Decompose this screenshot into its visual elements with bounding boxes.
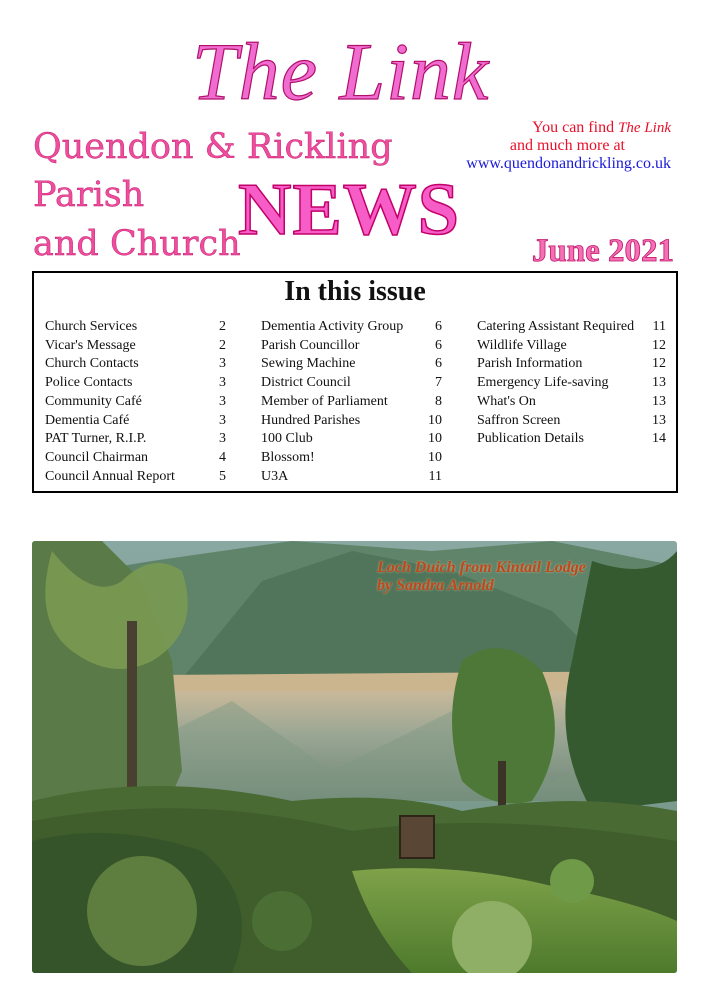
contents-item <box>45 355 226 374</box>
contents-item-title: Council Chairman <box>45 449 149 465</box>
contents-item-page: 6 <box>435 337 442 353</box>
cover-photo-image <box>32 541 677 973</box>
promo-prefix: You can find <box>532 119 615 136</box>
promo-line-2: and much more at <box>509 137 625 154</box>
contents-item-title: Hundred Parishes <box>261 412 361 428</box>
contents-item-page: 3 <box>219 375 226 391</box>
contents-item <box>261 468 442 487</box>
contents-item <box>261 412 442 431</box>
contents-item <box>477 355 666 374</box>
contents-item-page: 12 <box>652 337 666 353</box>
contents-column-1 <box>45 318 226 486</box>
contents-item-title: Community Café <box>45 393 142 409</box>
subtitle-line-2: Parish <box>33 175 145 215</box>
contents-item-title: Dementia Café <box>45 412 130 428</box>
contents-item <box>45 449 226 468</box>
contents-item-page: 10 <box>428 412 442 428</box>
contents-item-title: Wildlife Village <box>477 337 567 353</box>
contents-item-page: 12 <box>652 356 666 372</box>
contents-item <box>477 318 666 337</box>
contents-item <box>477 337 666 356</box>
contents-item-title: Sewing Machine <box>261 356 356 372</box>
photo-caption <box>377 559 586 595</box>
contents-box <box>32 271 678 493</box>
contents-item-title: Member of Parliament <box>261 393 388 409</box>
contents-item-page: 3 <box>219 431 226 447</box>
contents-item <box>261 393 442 412</box>
photo-caption-line-2: by Sandra Arnold <box>377 577 494 594</box>
contents-item <box>45 374 226 393</box>
contents-item-page: 6 <box>435 356 442 372</box>
contents-item <box>45 468 226 487</box>
contents-item-title: Parish Councillor <box>261 337 360 353</box>
contents-item-page: 11 <box>652 319 666 334</box>
contents-item-title: Church Contacts <box>45 356 139 372</box>
contents-item-title: Police Contacts <box>45 375 133 391</box>
contents-item-title: Vicar's Message <box>45 337 136 353</box>
contents-item <box>477 412 666 431</box>
contents-item <box>261 430 442 449</box>
contents-item-page: 11 <box>428 468 442 484</box>
contents-heading: In this issue <box>284 276 426 307</box>
contents-item <box>45 430 226 449</box>
contents-item-page: 3 <box>219 412 226 428</box>
promo-brand: The Link <box>618 120 671 136</box>
contents-item-page: 13 <box>652 375 666 391</box>
contents-item-title: Blossom! <box>261 449 315 465</box>
contents-item-title: PAT Turner, R.I.P. <box>45 431 147 447</box>
contents-item-title: What's On <box>477 393 536 409</box>
contents-item-page: 3 <box>219 356 226 372</box>
subtitle-line-3: and Church <box>33 224 241 264</box>
contents-item-page: 3 <box>219 393 226 409</box>
contents-item-page: 4 <box>219 449 226 465</box>
contents-item <box>261 318 442 337</box>
contents-item-page: 14 <box>652 431 666 447</box>
contents-item-page: 7 <box>435 375 442 391</box>
news-heading: NEWS <box>238 169 460 251</box>
contents-item <box>477 430 666 449</box>
contents-item <box>45 337 226 356</box>
contents-item-title: U3A <box>261 468 289 484</box>
contents-item-title: 100 Club <box>261 431 313 447</box>
contents-item-page: 13 <box>652 412 666 428</box>
contents-item-title: District Council <box>261 375 351 391</box>
contents-item-title: Publication Details <box>477 431 584 447</box>
contents-item-title: Emergency Life-saving <box>477 375 609 391</box>
contents-column-2 <box>261 318 442 486</box>
contents-item <box>261 355 442 374</box>
contents-item-page: 10 <box>428 449 442 465</box>
contents-column-3 <box>477 318 666 449</box>
contents-item <box>45 318 226 337</box>
promo-line-1 <box>466 119 671 137</box>
contents-item-page: 2 <box>219 319 226 334</box>
website-link[interactable]: www.quendonandrickling.co.uk <box>466 155 671 172</box>
contents-item <box>477 393 666 412</box>
contents-item-page: 5 <box>219 468 226 484</box>
issue-date: June 2021 <box>531 233 674 269</box>
subtitle-line-1: Quendon & Rickling <box>33 127 393 167</box>
contents-item <box>477 374 666 393</box>
contents-item-title: Catering Assistant Required <box>477 319 635 334</box>
contents-item-page: 10 <box>428 431 442 447</box>
contents-item-page: 8 <box>435 393 442 409</box>
contents-item-page: 2 <box>219 337 226 353</box>
contents-item-page: 13 <box>652 393 666 409</box>
masthead-title: The Link <box>192 26 490 117</box>
contents-item <box>261 337 442 356</box>
contents-item-title: Church Services <box>45 319 138 334</box>
contents-item-title: Parish Information <box>477 356 583 372</box>
cover-photo <box>32 541 677 973</box>
contents-item-title: Saffron Screen <box>477 412 561 428</box>
contents-item-title: Dementia Activity Group <box>261 319 404 334</box>
contents-item <box>261 374 442 393</box>
contents-item-title: Council Annual Report <box>45 468 175 484</box>
photo-caption-line-1: Loch Duich from Kintail Lodge <box>377 559 586 576</box>
contents-item <box>261 449 442 468</box>
contents-item-page: 6 <box>435 319 442 334</box>
contents-item <box>45 393 226 412</box>
website-promo <box>466 119 671 173</box>
contents-item <box>45 412 226 431</box>
